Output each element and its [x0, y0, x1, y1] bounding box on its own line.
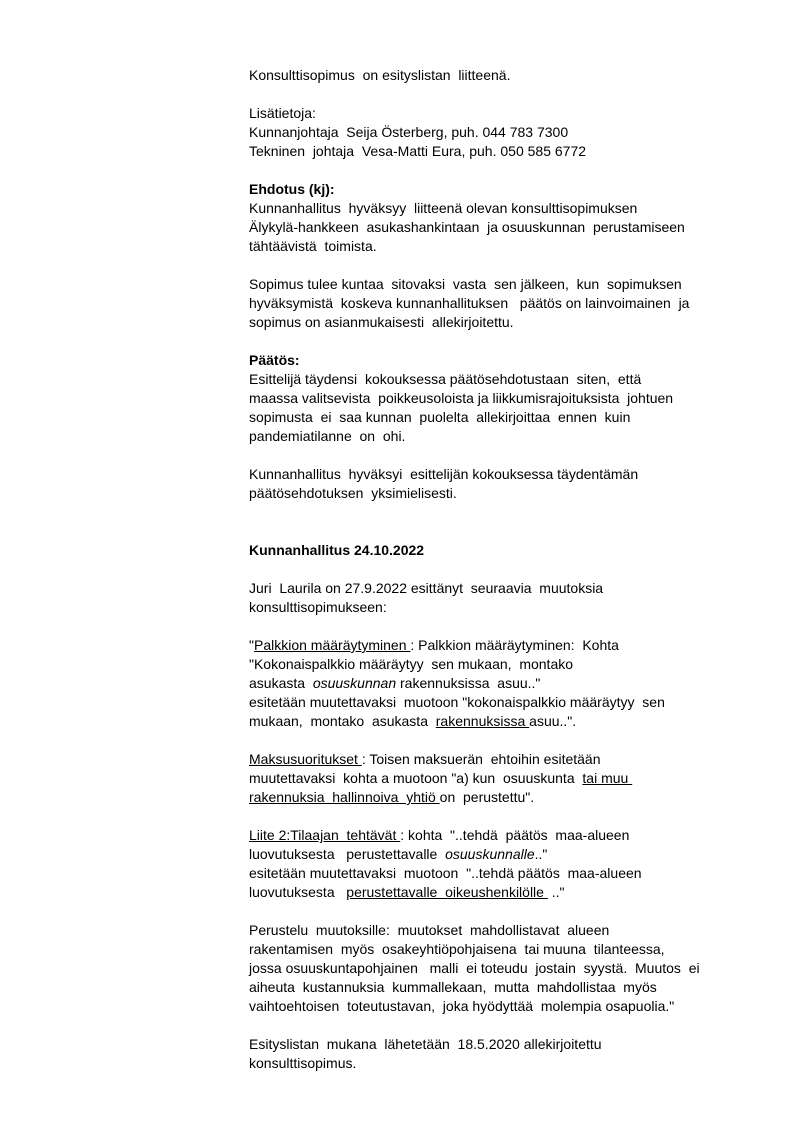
text-segment: rakennuksia hallinnoiva yhtiö: [249, 789, 440, 805]
text-line: [249, 199, 764, 218]
text-line: [249, 579, 764, 598]
text-segment: Juri Laurila on 27.9.2022 esittänyt seuraavia muutoksia: [249, 580, 604, 596]
text-line: [249, 237, 764, 256]
text-segment: sopimusta ei saa kunnan puolelta allekirjoittaa ennen kuin: [249, 409, 631, 425]
text-segment: Palkkion määräytyminen: [253, 637, 411, 653]
text-line: [249, 370, 764, 389]
text-line: [249, 674, 764, 693]
text-segment: Sopimus tulee kuntaa sitovaksi vasta sen jälkeen, kun sopimuksen: [249, 276, 682, 292]
text-segment: maassa valitsevista poikkeusoloista ja liikkumisrajoituksista johtuen: [249, 390, 674, 406]
text-line: [249, 427, 764, 446]
text-line: [249, 959, 764, 978]
text-segment: pandemiatilanne on ohi.: [249, 428, 406, 444]
text-segment: ..": [547, 884, 565, 900]
text-segment: Kunnanhallitus 24.10.2022: [249, 542, 425, 558]
paragraph-sopimus-voimaantulo: [249, 275, 764, 332]
text-line: [249, 845, 764, 864]
paragraph-palkkion-maaraytyminen: [249, 636, 764, 731]
text-line: [249, 351, 764, 370]
text-segment: Älykylä-hankkeen asukashankintaan ja osuuskunnan perustamiseen: [249, 219, 685, 235]
text-line: [249, 142, 764, 161]
text-segment: muutettavaksi kohta a muotoon "a) kun osuuskunta: [249, 770, 583, 786]
text-segment: rakentamisen myös osakeyhtiöpohjaisena tai muuna tilanteessa,: [249, 941, 665, 957]
text-segment: mukaan, montako asukasta: [249, 713, 436, 729]
text-segment: osuuskunnan: [312, 675, 397, 691]
text-segment: rakennuksissa asuu..": [396, 675, 541, 691]
text-segment: Ehdotus (kj):: [249, 181, 335, 197]
text-line: [249, 940, 764, 959]
document-content: [249, 66, 764, 1073]
text-segment: luovutuksesta perustettavalle: [249, 846, 446, 862]
text-segment: Liite 2:Tilaajan tehtävät: [249, 827, 401, 843]
text-segment: Esityslistan mukana lähetetään 18.5.2020 allekirjoitettu: [249, 1036, 602, 1052]
text-line: [249, 294, 764, 313]
text-segment: osuuskunnalle: [445, 846, 535, 862]
text-line: [249, 921, 764, 940]
text-line: [249, 541, 764, 560]
text-line: [249, 750, 764, 769]
text-segment: ": [249, 637, 254, 653]
text-line: [249, 218, 764, 237]
paragraph-liite2-tilaajan-tehtavat: [249, 826, 764, 902]
text-segment: päätösehdotuksen yksimielisesti.: [249, 485, 457, 501]
text-segment: : kohta "..tehdä päätös maa-alueen: [400, 827, 630, 843]
text-line: [249, 864, 764, 883]
text-segment: hyväksymistä koskeva kunnanhallituksen päätös on lainvoimainen ja: [249, 295, 690, 311]
text-line: [249, 408, 764, 427]
text-line: [249, 788, 764, 807]
text-line: [249, 484, 764, 503]
paragraph-kunnanhallitus-heading: [249, 541, 764, 560]
text-line: [249, 1054, 764, 1073]
paragraph-perustelu: [249, 921, 764, 1016]
paragraph-muutosesitys-intro: [249, 579, 764, 617]
text-line: [249, 465, 764, 484]
text-segment: konsulttisopimukseen:: [249, 599, 387, 615]
text-line: [249, 389, 764, 408]
paragraph-lisatietoja: [249, 104, 764, 161]
text-segment: "Kokonaispalkkio määräytyy sen mukaan, montako: [249, 656, 574, 672]
text-line: [249, 313, 764, 332]
text-line: [249, 275, 764, 294]
text-segment: jossa osuuskuntapohjainen malli ei toteudu jostain syystä. Muutos ei: [249, 960, 700, 976]
text-segment: Päätös:: [249, 352, 300, 368]
text-segment: sopimus on asianmukaisesti allekirjoitettu.: [249, 314, 514, 330]
text-line: [249, 978, 764, 997]
text-segment: Esittelijä täydensi kokouksessa päätösehdotustaan siten, että: [249, 371, 642, 387]
text-segment: ..": [534, 846, 548, 862]
text-segment: Perustelu muutoksille: muutokset mahdollistavat alueen: [249, 922, 610, 938]
text-segment: vaihtoehtoisen toteutustavan, joka hyödyttää molempia osapuolia.": [249, 998, 675, 1014]
paragraph-esityslistan-liite: [249, 1035, 764, 1073]
text-segment: on perustettu".: [439, 789, 535, 805]
text-segment: asukasta: [249, 675, 313, 691]
paragraph-ehdotus: [249, 180, 764, 256]
text-segment: Konsulttisopimus on esityslistan liitteenä.: [249, 67, 511, 83]
text-segment: luovutuksesta: [249, 884, 347, 900]
text-line: [249, 826, 764, 845]
text-line: [249, 123, 764, 142]
text-segment: Lisätietoja:: [249, 105, 316, 121]
text-segment: : Palkkion määräytyminen: Kohta: [410, 637, 619, 653]
text-line: [249, 883, 764, 902]
text-segment: perustettavalle oikeushenkilölle: [346, 884, 548, 900]
text-line: [249, 598, 764, 617]
text-segment: Kunnanjohtaja Seija Österberg, puh. 044 783 7300: [249, 124, 569, 140]
paragraph-paatos-hyvaksynta: [249, 465, 764, 503]
text-segment: Kunnanhallitus hyväksyi esittelijän kokouksessa täydentämän: [249, 466, 639, 482]
text-line: [249, 769, 764, 788]
text-line: [249, 655, 764, 674]
text-line: [249, 636, 764, 655]
paragraph-intro: [249, 66, 764, 85]
text-segment: : Toisen maksuerän ehtoihin esitetään: [361, 751, 601, 767]
text-segment: konsulttisopimus.: [249, 1055, 357, 1071]
text-segment: Kunnanhallitus hyväksyy liitteenä olevan konsulttisopimuksen: [249, 200, 638, 216]
text-segment: esitetään muutettavaksi muotoon "..tehdä päätös maa-alueen: [249, 865, 642, 881]
text-segment: rakennuksissa: [435, 713, 530, 729]
text-segment: asuu..".: [529, 713, 577, 729]
text-line: [249, 104, 764, 123]
text-line: [249, 1035, 764, 1054]
text-line: [249, 712, 764, 731]
text-line: [249, 66, 764, 85]
text-segment: Tekninen johtaja Vesa-Matti Eura, puh. 050 585 6772: [249, 143, 587, 159]
text-line: [249, 693, 764, 712]
text-line: [249, 997, 764, 1016]
text-segment: tähtäävistä toimista.: [249, 238, 377, 254]
text-segment: esitetään muutettavaksi muotoon "kokonaispalkkio määräytyy sen: [249, 694, 665, 710]
text-segment: tai muu: [582, 770, 633, 786]
text-segment: Maksusuoritukset: [249, 751, 362, 767]
paragraph-paatos: [249, 351, 764, 446]
paragraph-maksusuoritukset: [249, 750, 764, 807]
text-line: [249, 180, 764, 199]
text-segment: aiheuta kustannuksia kummallekaan, mutta mahdollistaa myös: [249, 979, 657, 995]
